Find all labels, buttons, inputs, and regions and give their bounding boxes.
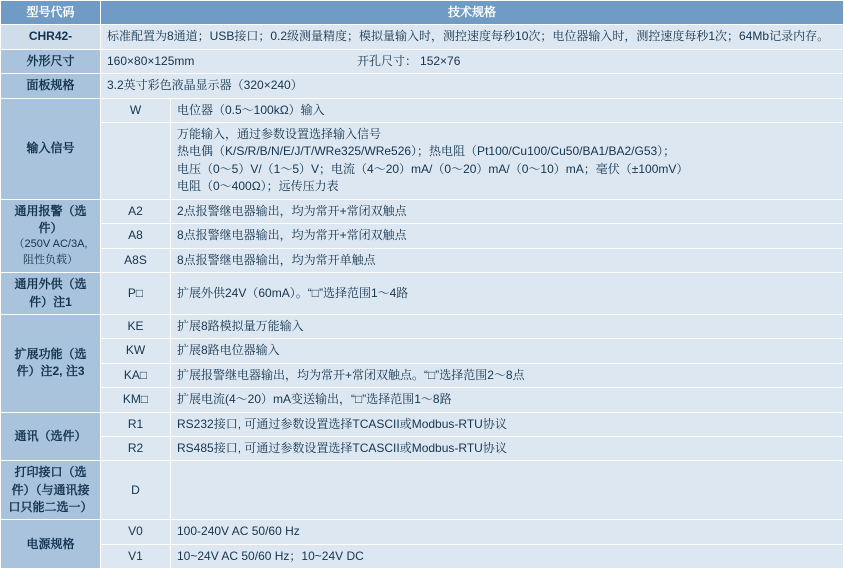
table-row (1, 273, 844, 315)
table-row (1, 520, 844, 544)
expand-desc-kw: 扩展8路电位器输入 (171, 339, 844, 363)
table-row (1, 74, 844, 98)
input-signal-line-3: 电压（0～5）V/（1～5）V；电流（4～20）mA/（0～20）mA/（0～10）mA；毫伏（±100mV） (177, 161, 689, 176)
model-code-label: CHR42- (1, 25, 101, 49)
panel-value: 3.2英寸彩色液晶显示器（320×240） (101, 74, 844, 98)
expand-code-ke: KE (101, 314, 171, 338)
input-signal-line-1: 万能输入，通过参数设置选择输入信号 (177, 126, 382, 141)
model-description: 标准配置为8通道；USB接口；0.2级测量精度；模拟量输入时，测控速度每秒10次；电位器输入时，测控速度每秒1次；64Mb记录内存。 (101, 25, 844, 49)
alarm-label-main: 通用报警（选件） (14, 203, 87, 235)
communication-code-r1: R1 (101, 412, 171, 436)
communication-code-r2: R2 (101, 436, 171, 460)
input-signal-desc-universal (171, 122, 844, 199)
print-label: 打印接口（选件）（与通讯接口只能二选一） (1, 461, 101, 520)
table-row (1, 436, 844, 460)
table-row (1, 224, 844, 249)
table-row (1, 461, 844, 520)
print-desc-empty (171, 461, 844, 520)
expand-label: 扩展功能（选件）注2, 注3 (1, 314, 101, 412)
table-row (1, 248, 844, 273)
alarm-desc-a2: 2点报警继电器输出，均为常开+常闭双触点 (171, 199, 844, 224)
alarm-label (1, 199, 101, 273)
input-signal-line-4: 电阻（0～400Ω）；远传压力表 (177, 179, 339, 194)
expand-desc-ke: 扩展8路模拟量万能输入 (171, 314, 844, 338)
table-row (1, 339, 844, 363)
header-technical-spec: 技术规格 (101, 1, 844, 25)
alarm-desc-a8s: 8点报警继电器输出，均为常开单触点 (171, 248, 844, 273)
expand-desc-ka: 扩展报警继电器输出，均为常开+常闭双触点。“□”选择范围2～8点 (171, 363, 844, 387)
alarm-code-a8s: A8S (101, 248, 171, 273)
table-row (1, 363, 844, 387)
expand-desc-km: 扩展电流(4～20）mA变送输出，“□”选择范围1～8路 (171, 388, 844, 412)
input-signal-code-w: W (101, 98, 171, 122)
table-row (1, 49, 844, 73)
external-supply-label: 通用外供（选件）注1 (1, 273, 101, 315)
external-supply-code: P□ (101, 273, 171, 315)
dimension-value-cell (101, 49, 844, 73)
expand-code-ka: KA□ (101, 363, 171, 387)
input-signal-line-2: 热电偶（K/S/R/B/N/E/J/T/WRe325/WRe526）；热电阻（Pt100/Cu100/Cu50/BA1/BA2/G53）； (177, 144, 676, 159)
power-code-v1: V1 (101, 544, 171, 568)
table-header-row (1, 1, 844, 25)
external-supply-desc: 扩展外供24V（60mA）。“□”选择范围1～4路 (171, 273, 844, 315)
table-row (1, 412, 844, 436)
dimension-value: 160×80×125mm (107, 53, 195, 68)
panel-label: 面板规格 (1, 74, 101, 98)
power-code-v0: V0 (101, 520, 171, 544)
table-row (1, 314, 844, 338)
alarm-desc-a8: 8点报警继电器输出，均为常开+常闭双触点 (171, 224, 844, 249)
header-model-code: 型号代码 (1, 1, 101, 25)
alarm-label-sub: （250V AC/3A, 阻性负载） (13, 238, 88, 267)
table-row (1, 388, 844, 412)
table-row (1, 122, 844, 199)
input-signal-code-universal (101, 122, 171, 199)
dimension-label: 外形尺寸 (1, 49, 101, 73)
table-row (1, 25, 844, 49)
input-signal-desc-w: 电位器（0.5～100kΩ）输入 (171, 98, 844, 122)
expand-code-kw: KW (101, 339, 171, 363)
power-desc-v1: 10~24V AC 50/60 Hz；10~24V DC (171, 544, 844, 568)
cutout-value: 152×76 (420, 53, 461, 68)
alarm-code-a2: A2 (101, 199, 171, 224)
table-row (1, 544, 844, 568)
table-row (1, 98, 844, 122)
input-signal-label: 输入信号 (1, 98, 101, 199)
print-code-d: D (101, 461, 171, 520)
communication-desc-r1: RS232接口, 可通过参数设置选择TCASCII或Modbus-RTU协议 (171, 412, 844, 436)
expand-code-km: KM□ (101, 388, 171, 412)
cutout-label: 开孔尺寸： (357, 53, 418, 68)
table-row (1, 199, 844, 224)
power-label: 电源规格 (1, 520, 101, 569)
alarm-code-a8: A8 (101, 224, 171, 249)
power-desc-v0: 100-240V AC 50/60 Hz (171, 520, 844, 544)
communication-label: 通讯（选件） (1, 412, 101, 461)
communication-desc-r2: RS485接口, 可通过参数设置选择TCASCII或Modbus-RTU协议 (171, 436, 844, 460)
